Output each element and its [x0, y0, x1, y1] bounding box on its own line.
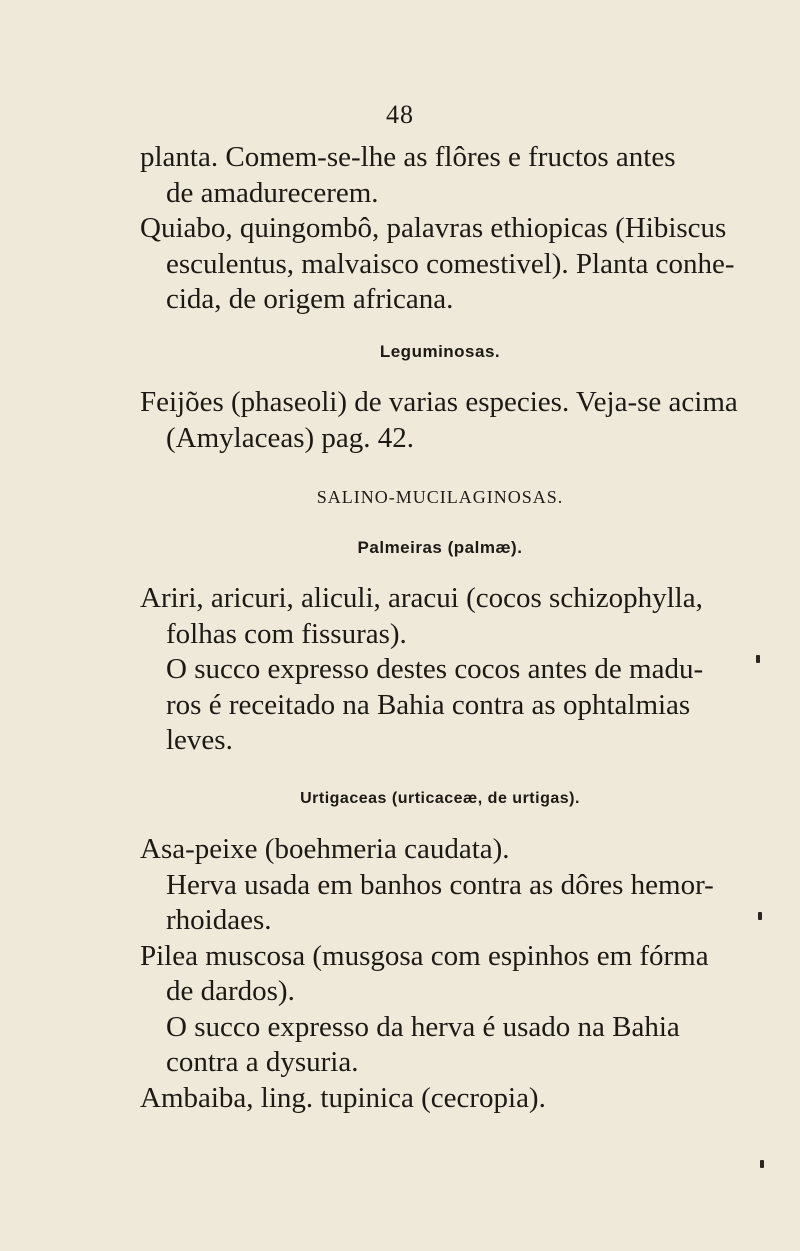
text-line: Feijões (phaseoli) de varias especies. Veja-se acima: [140, 386, 738, 418]
text-line: de amadurecerem.: [166, 176, 379, 209]
section-heading-urtigaceas: Urtigaceas (urticaceæ, de urtigas).: [300, 789, 580, 807]
text-line: contra a dysuria.: [166, 1046, 359, 1078]
section-heading-leguminosas: Leguminosas.: [379, 341, 501, 361]
text-line: esculentus, malvaisco comestivel). Planta conhe-: [166, 247, 735, 280]
page-number: 48: [386, 100, 414, 129]
text-line: O succo expresso da herva é usado na Bahia: [166, 1010, 680, 1043]
text-line: rhoidaes.: [166, 904, 272, 936]
text-line: O succo expresso destes cocos antes de madu-: [166, 653, 704, 685]
text-line: (Amylaceas) pag. 42.: [166, 421, 415, 454]
text-line: Ambaiba, ling. tupinica (cecropia).: [140, 1081, 546, 1114]
page-text: [140, 140, 740, 1116]
text-line: de dardos).: [166, 975, 295, 1007]
text-line: Quiabo, quingombô, palavras ethiopicas (Hibiscus: [140, 212, 727, 244]
text-line: planta. Comem-se-lhe as flôres e fructos antes: [140, 141, 676, 173]
section-heading-salino-mucilaginosas: SALINO-MUCILAGINOSAS.: [316, 487, 564, 507]
ink-speck: [756, 655, 760, 663]
text-line: folhas com fissuras).: [166, 617, 407, 650]
ink-speck: [758, 912, 762, 920]
text-line: Ariri, aricuri, aliculi, aracui (cocos schizophylla,: [140, 582, 703, 614]
text-line: Herva usada em banhos contra as dôres hemor-: [166, 868, 714, 901]
text-line: leves.: [166, 724, 233, 756]
section-heading-palmeiras: Palmeiras (palmæ).: [357, 537, 523, 557]
text-line: Pilea muscosa (musgosa com espinhos em fórma: [140, 939, 709, 972]
text-line: ros é receitado na Bahia contra as ophtalmias: [166, 688, 691, 721]
text-line: Asa-peixe (boehmeria caudata).: [140, 833, 510, 865]
text-line: cida, de origem africana.: [166, 283, 454, 315]
ink-speck: [760, 1160, 764, 1168]
